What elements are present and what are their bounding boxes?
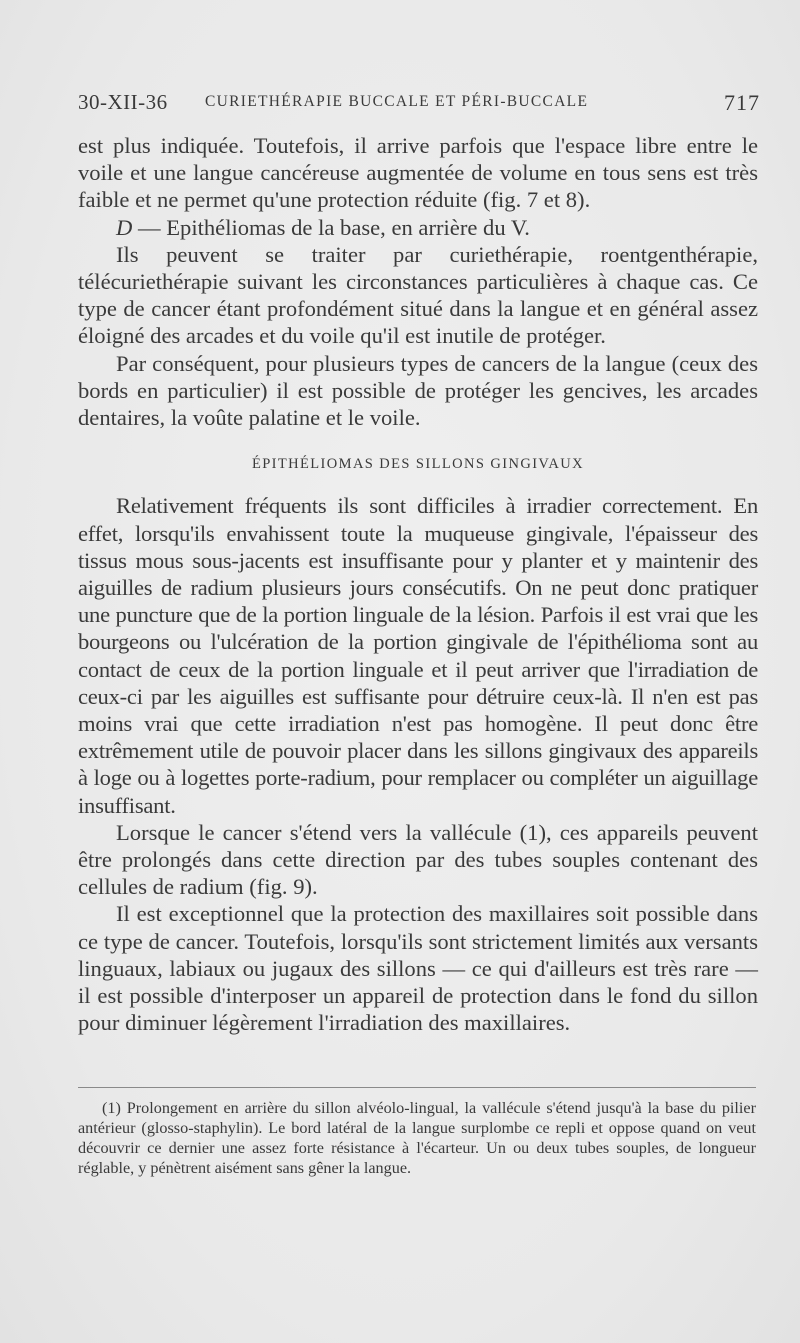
paragraph-section-d [78,214,758,241]
body-text [78,132,758,1037]
header-date: 30-XII-36 [78,90,168,114]
paragraph-4: Par conséquent, pour plusieurs types de cancers de la langue (ceux des bords en particulier) il est possible de protéger les gencives, les arcades dentaires, la voûte palatine et le voile. [78,350,758,431]
header-title: CURIETHÉRAPIE BUCCALE ET PÉRI-BUCCALE [205,93,589,110]
paragraph-1: est plus indiquée. Toutefois, il arrive parfois que l'espace libre entre le voile et une langue cancéreuse augmentée de volume en tous sens est très faible et ne permet qu'une protection réduite (fig. 7 et 8). [78,133,758,213]
paragraph-6: Lorsque le cancer s'étend vers la vallécule (1), ces appareils peuvent être prolongés dans cette direction par des tubes souples contenant des cellules de radium (fig. 9). [78,819,758,900]
running-head [78,86,762,118]
paragraph-7: Il est exceptionnel que la protection des maxillaires soit possible dans ce type de cancer. Toutefois, lorsqu'ils sont strictement limités aux versants linguaux, labiaux ou jugaux des sillons — ce qui d'ailleurs est très rare — il est possible d'interposer un appareil de protection dans le fond du sillon pour diminuer légèrement l'irradiation des maxillaires. [78,901,758,1036]
section-d-title: — Epithéliomas de la base, en arrière du V. [132,214,530,240]
section-heading: ÉPITHÉLIOMAS DES SILLONS GINGIVAUX [251,456,585,473]
paragraph-5: Relativement fréquents ils sont difficiles à irradier correctement. En effet, lorsqu'ils envahissent toute la muqueuse gingivale, l'épaisseur des tissus mous sous-jacents est insuffisante pour y planter et y maintenir des aiguilles de radium plusieurs jours consécutifs. On ne peut donc pratiquer une puncture que de la portion linguale de la lésion. Parfois il est vrai que les bourgeons ou l'ulcération de la portion gingivale de l'épithélioma sont au contact de ceux de la portion linguale et il peut arriver que l'irradiation de ceux-ci par les aiguilles est suffisante pour détruire ceux-là. Il n'en est pas moins vrai que cette irradiation n'est pas homogène. Il peut donc être extrêmement utile de pouvoir placer dans les sillons gingivaux des appareils à loge ou à logettes porte-radium, pour remplacer ou compléter un aiguillage insuffisant. [78,493,758,818]
paragraph-3: Ils peuvent se traiter par curiethérapie, roentgenthérapie, télécuriethérapie suivant les circonstances particulières à chaque cas. Ce type de cancer étant profondément situé dans la langue et en général assez éloigné des arcades et du voile qu'il est inutile de protéger. [78,241,758,349]
page-number: 717 [724,90,760,115]
footnote: (1) Prolongement en arrière du sillon alvéolo-lingual, la vallécule s'étend jusqu'à la base du pilier antérieur (glosso-staphylin). Le bord latéral de la langue surplombe ce repli et oppose quand on veut découvrir ce dernier une assez forte résistance à l'écarteur. Un ou deux tubes souples, de longueur réglable, y pénètrent aisément sans gêner la langue. [78,1099,756,1177]
footnote-divider [78,1087,756,1088]
section-letter-d: D [116,214,133,240]
